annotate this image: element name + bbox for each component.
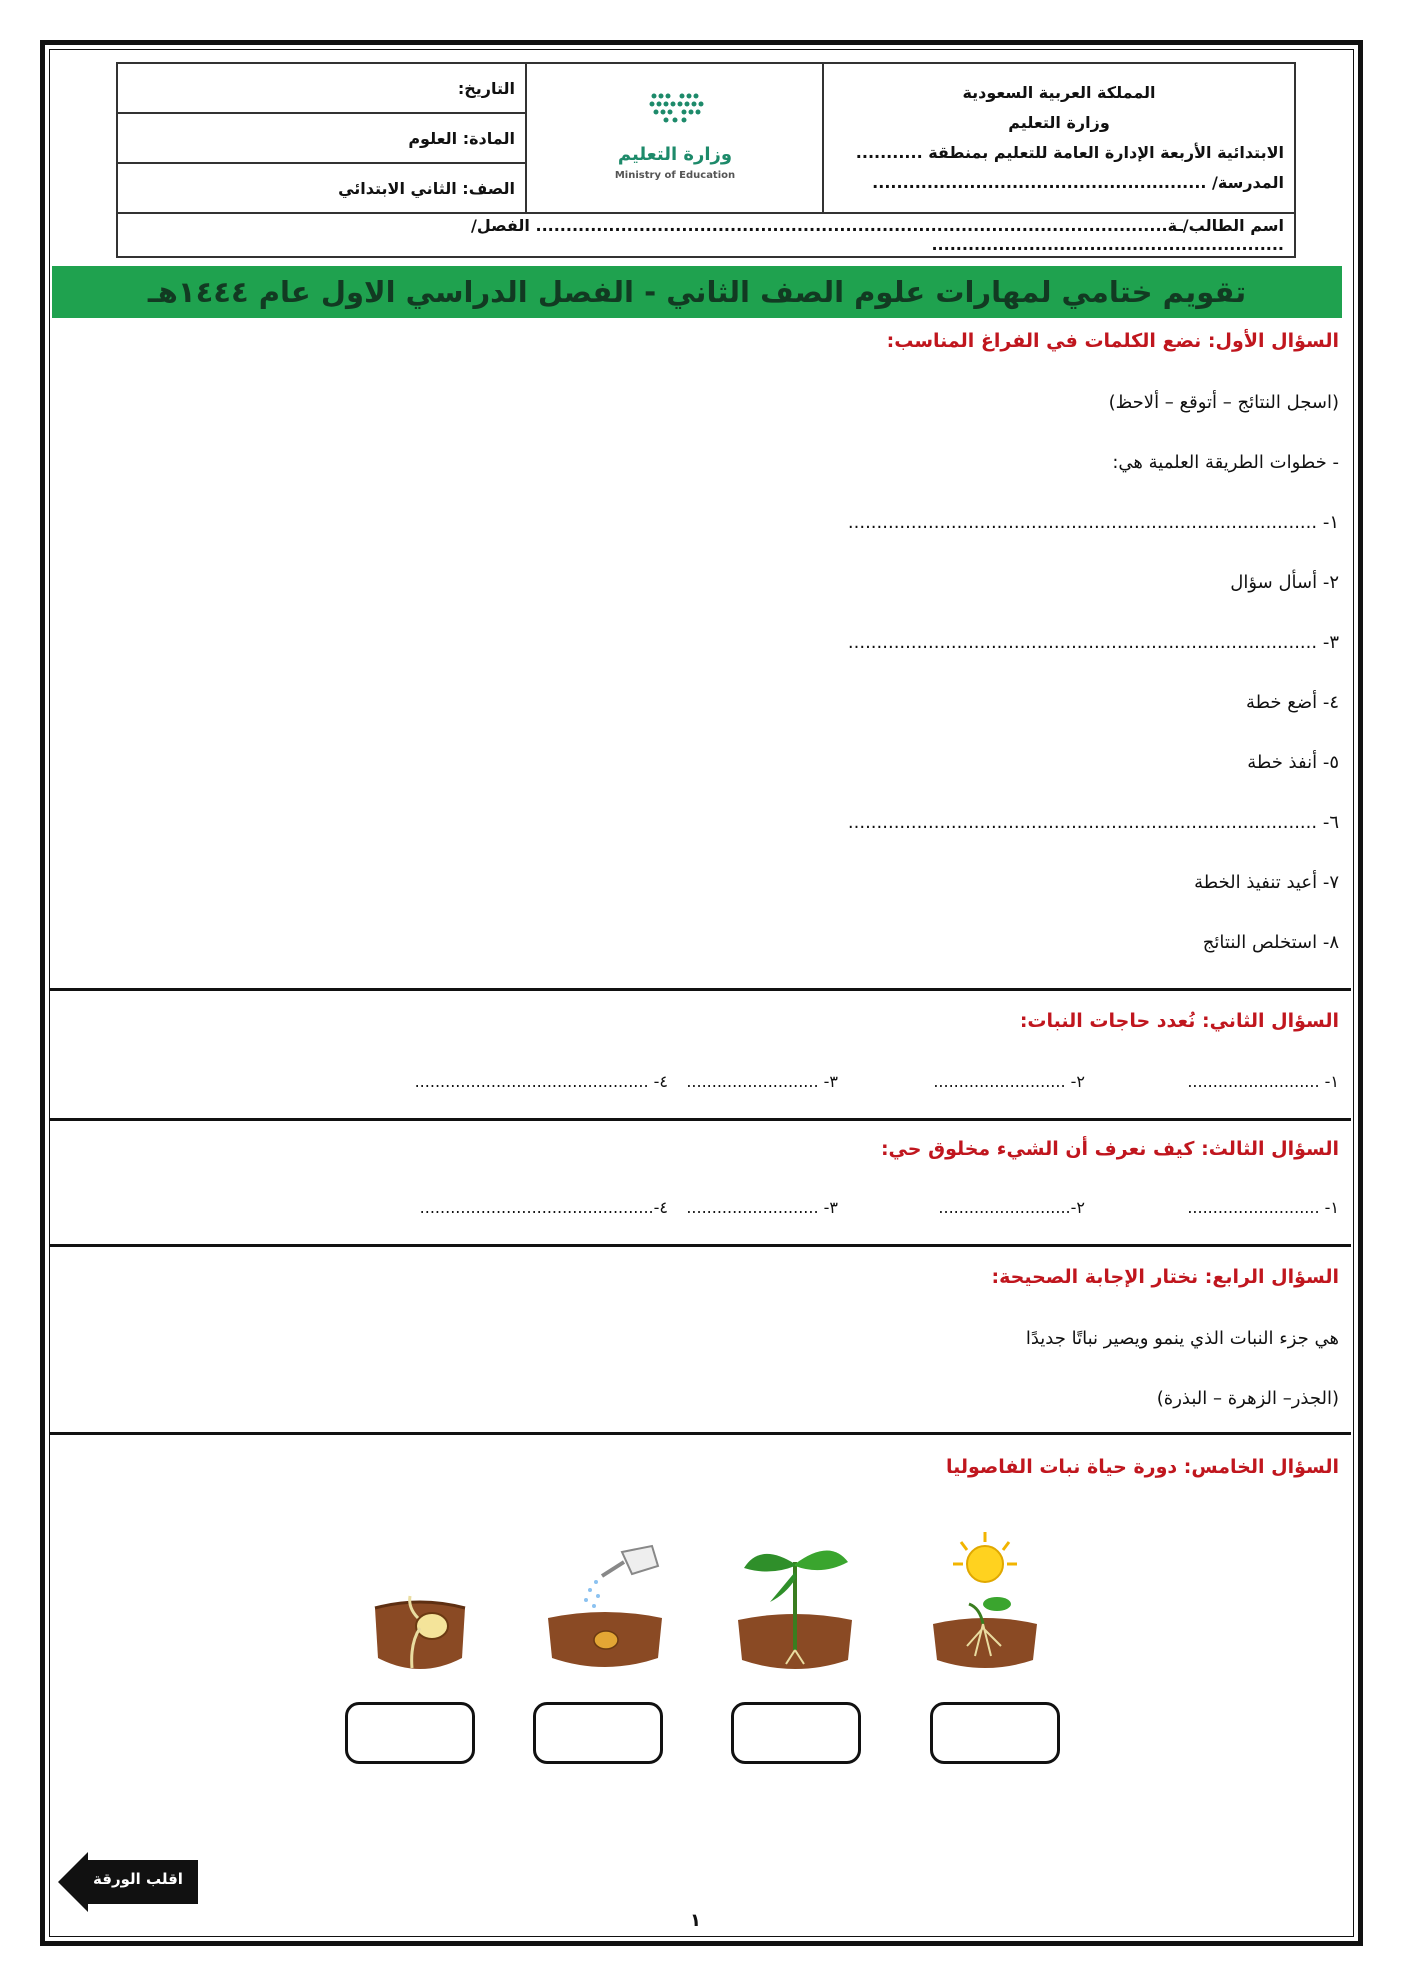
separator-3 <box>50 1244 1351 1247</box>
q1-step-5: ٥- أنفذ خطة <box>1247 752 1339 773</box>
answer-box-2[interactable] <box>533 1702 663 1764</box>
q3-title: السؤال الثالث: كيف نعرف أن الشيء مخلوق حي: <box>880 1138 1339 1160</box>
q2-blank-3[interactable]: ٣- .......................... <box>686 1072 838 1091</box>
subject-label: المادة: العلوم <box>117 113 526 163</box>
exam-title-banner: تقويم ختامي لمهارات علوم الصف الثاني - الفصل الدراسي الاول عام ١٤٤٤هـ <box>52 266 1342 318</box>
q4-title: السؤال الرابع: نختار الإجابة الصحيحة: <box>991 1266 1339 1288</box>
q1-step-7: ٧- أعيد تنفيذ الخطة <box>1194 872 1339 893</box>
q1-step-1[interactable]: ١- .................................................................................. <box>847 512 1339 533</box>
page-number: ١ <box>690 1910 701 1931</box>
q4-options: (الجذر– الزهرة – البذرة) <box>1156 1388 1339 1409</box>
q1-title: السؤال الأول: نضع الكلمات في الفراغ المناسب: <box>886 330 1339 352</box>
q1-step-6[interactable]: ٦- .................................................................................. <box>847 812 1339 833</box>
q2-blank-2[interactable]: ٢- .......................... <box>933 1072 1085 1091</box>
q3-blank-1[interactable]: ١- .......................... <box>1187 1198 1339 1217</box>
student-name-line: اسم الطالب/ـة........................................................................................................ الفصل/ .......................................................... <box>117 213 1295 257</box>
seedling-with-leaves-icon <box>730 1532 860 1672</box>
q2-title: السؤال الثاني: نُعدد حاجات النبات: <box>1019 1010 1339 1032</box>
answer-box-1[interactable] <box>345 1702 475 1764</box>
q1-step-2: ٢- أسأل سؤال <box>1230 572 1339 593</box>
q1-intro: - خطوات الطريقة العلمية هي: <box>1112 452 1339 473</box>
q1-step-3[interactable]: ٣- .................................................................................. <box>847 632 1339 653</box>
separator-2 <box>50 1118 1351 1121</box>
header-table <box>116 62 1296 258</box>
separator-1 <box>50 988 1351 991</box>
ministry-text: وزارة التعليم <box>1008 113 1110 132</box>
separator-4 <box>50 1432 1351 1435</box>
q5-title: السؤال الخامس: دورة حياة نبات الفاصوليا <box>945 1456 1339 1478</box>
q2-blank-1[interactable]: ١- .......................... <box>1187 1072 1339 1091</box>
q3-blank-2[interactable]: ٢-.......................... <box>938 1198 1085 1217</box>
svg-text:وزارة التعليم: وزارة التعليم <box>617 144 732 165</box>
date-label: التاريخ: <box>117 63 526 113</box>
svg-text:Ministry of Education: Ministry of Education <box>614 170 735 181</box>
header-ministry-cell <box>823 63 1295 213</box>
answer-box-4[interactable] <box>930 1702 1060 1764</box>
department-text: الابتدائية الأربعة الإدارة العامة للتعليم بمنطقة ........... <box>855 143 1284 162</box>
logo-cell <box>526 63 823 213</box>
q1-step-4: ٤- أضع خطة <box>1245 692 1339 713</box>
answer-box-3[interactable] <box>731 1702 861 1764</box>
ministry-logo-icon <box>590 76 760 196</box>
q1-options: (اسجل النتائج – أتوقع – ألاحظ) <box>1108 392 1339 413</box>
turn-page-label[interactable]: اقلب الورقة <box>93 1870 183 1888</box>
grade-label: الصف: الثاني الابتدائي <box>117 163 526 213</box>
q2-blank-4[interactable]: ٤- .............................................. <box>414 1072 668 1091</box>
q4-statement: هي جزء النبات الذي ينمو ويصير نباتًا جديدًا <box>1025 1328 1339 1349</box>
kingdom-text: المملكة العربية السعودية <box>962 83 1156 102</box>
q1-step-8: ٨- استخلص النتائج <box>1202 932 1339 953</box>
sprout-under-sun-icon <box>925 1528 1045 1672</box>
seed-germinating-icon <box>370 1588 470 1688</box>
q3-blank-3[interactable]: ٣- .......................... <box>686 1198 838 1217</box>
school-text: المدرسة/ ....................................................... <box>872 173 1284 192</box>
q3-blank-4[interactable]: ٤-.............................................. <box>419 1198 668 1217</box>
seed-watering-icon <box>540 1540 670 1670</box>
